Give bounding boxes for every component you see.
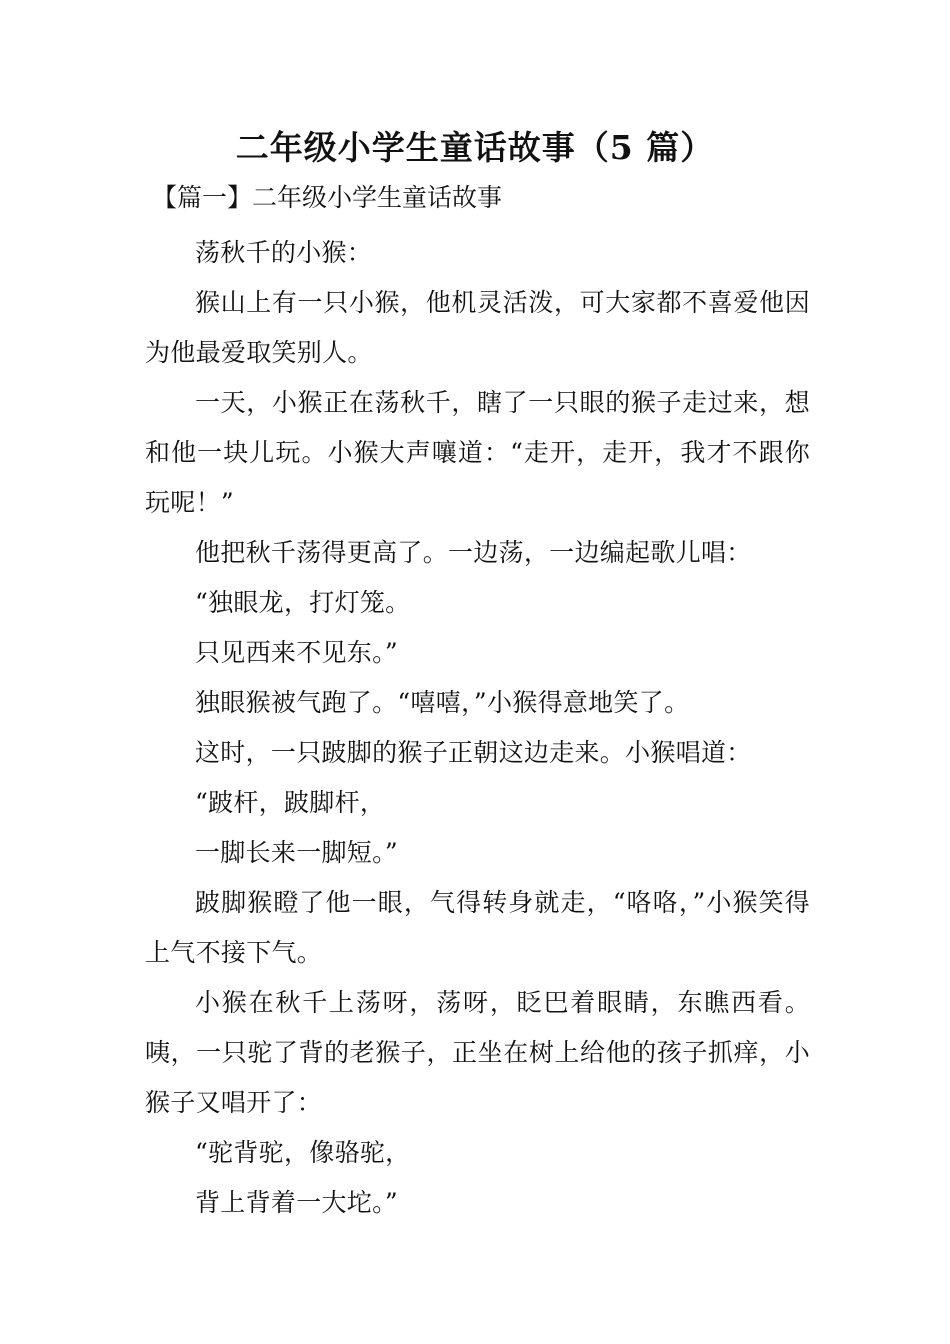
story-paragraph: 跛脚猴瞪了他一眼，气得转身就走，“咯咯，”小猴笑得上气不接下气。 xyxy=(145,888,810,967)
story-paragraph: 荡秋千的小猴： xyxy=(195,238,373,267)
story-paragraph: 小猴在秋千上荡呀，荡呀，眨巴着眼睛，东瞧西看。咦，一只驼了背的老猴子，正坐在树上给他的孩子抓痒，小猴子又唱开了： xyxy=(145,988,810,1117)
story-paragraph: 这时，一只跛脚的猴子正朝这边走来。小猴唱道： xyxy=(195,738,752,767)
story-paragraph: 背上背着一大坨。” xyxy=(195,1188,398,1217)
story-paragraph: 只见西来不见东。” xyxy=(195,638,398,667)
document-title: 二年级小学生童话故事（5 篇） xyxy=(235,128,715,167)
story-paragraph: “驼背驼，像骆驼， xyxy=(195,1138,411,1167)
story-paragraph: 猴山上有一只小猴，他机灵活泼，可大家都不喜爱他因为他最爱取笑别人。 xyxy=(145,288,810,367)
section-heading: 【篇一】二年级小学生童话故事 xyxy=(152,183,503,212)
story-body xyxy=(145,228,810,1228)
story-paragraph: 一脚长来一脚短。” xyxy=(195,838,398,867)
story-paragraph: 一天，小猴正在荡秋千，瞎了一只眼的猴子走过来，想和他一块儿玩。小猴大声嚷道：“走开，走开，我才不跟你玩呢！” xyxy=(145,388,810,517)
story-paragraph: 他把秋千荡得更高了。一边荡，一边编起歌儿唱： xyxy=(195,538,752,567)
story-paragraph: “独眼龙，打灯笼。 xyxy=(195,588,411,617)
story-paragraph: 独眼猴被气跑了。“嘻嘻，”小猴得意地笑了。 xyxy=(195,688,690,717)
story-paragraph: “跛杆，跛脚杆， xyxy=(195,788,386,817)
